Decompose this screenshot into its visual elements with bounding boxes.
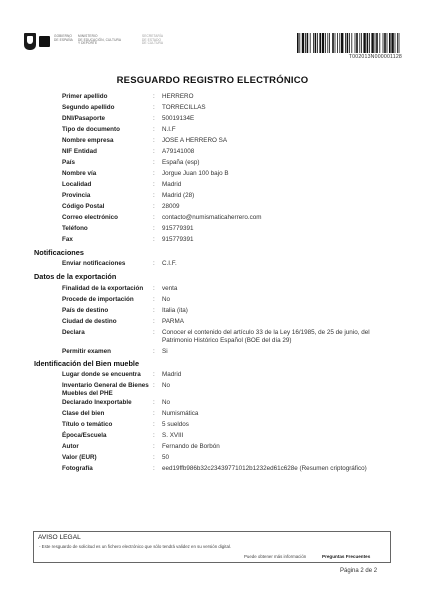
government-logo (24, 33, 169, 53)
field-value: Madrid (162, 181, 182, 188)
field-label: Título o temático (62, 421, 113, 428)
field-row: Fotografía : eed19ffb986b32c23439771012b1232ed61c628e (Resumen criptográfico) (0, 465, 425, 475)
legal-notice-box (33, 531, 391, 563)
field-value: No (162, 399, 171, 406)
field-value: C.I.F. (162, 260, 177, 267)
logo-ministry-text: MINISTERIO DE EDUCACIÓN, CULTURA Y DEPORTE (78, 34, 122, 46)
field-row: NIF Entidad : A79141008 (0, 148, 425, 158)
field-value: HERRERO (162, 93, 194, 100)
field-label: Finalidad de la exportación (62, 285, 144, 292)
field-label: Permitir examen (62, 348, 112, 355)
ministry-emblem-icon (39, 36, 50, 47)
field-value: Numismática (162, 410, 199, 417)
field-label: Ciudad de destino (62, 318, 117, 325)
field-value: 28009 (162, 203, 180, 210)
field-row: Valor (EUR) : 50 (0, 454, 425, 464)
field-row: Provincia : Madrid (28) (0, 192, 425, 202)
field-row: Correo electrónico : contacto@numismaticaherrero.com (0, 214, 425, 224)
legal-notice-title: AVISO LEGAL (38, 534, 81, 541)
field-value: PARMA (162, 318, 184, 325)
field-value: venta (162, 285, 178, 292)
field-row: Declara : Conocer el contenido del artículo 33 de la Ley 16/1985, de 25 de junio, del Patrimonio Histórico Español (BOE del día 29) (0, 329, 425, 347)
field-value: 915779391 (162, 225, 194, 232)
field-value: S. XVIII (162, 432, 184, 439)
field-row: Inventario General de Bienes Muebles del PHE : No (0, 382, 425, 399)
field-row: País de destino : Italia (ita) (0, 307, 425, 317)
field-row: Procede de importación : No (0, 296, 425, 306)
field-row: Autor : Fernando de Borbón (0, 443, 425, 453)
field-label: País (62, 159, 75, 166)
field-label: Código Postal (62, 203, 105, 210)
field-value: A79141008 (162, 148, 195, 155)
field-value: 50 (162, 454, 170, 461)
field-row: Segundo apellido : TORRECILLAS (0, 104, 425, 114)
field-value: 915779391 (162, 236, 194, 243)
field-label: Inventario General de Bienes Muebles del PHE (62, 382, 149, 397)
field-label: Valor (EUR) (62, 454, 97, 461)
field-label: DNI/Pasaporte (62, 115, 106, 122)
field-value: Si (162, 348, 168, 355)
field-label: Tipo de documento (62, 126, 120, 133)
field-label: Enviar notificaciones (62, 260, 126, 267)
field-row: Tipo de documento : N.I.F (0, 126, 425, 136)
field-label: Provincia (62, 192, 91, 199)
field-label: Nombre empresa (62, 137, 114, 144)
more-info-text: Puede obtener más información (244, 554, 307, 559)
field-row: Declarado Inexportable : No (0, 399, 425, 409)
field-label: Declara (62, 329, 85, 336)
field-row: Época/Escuela : S. XVIII (0, 432, 425, 442)
field-row: Localidad : Madrid (0, 181, 425, 191)
field-value: No (162, 382, 171, 389)
field-row: Título o temático : 5 sueldos (0, 421, 425, 431)
field-label: Segundo apellido (62, 104, 115, 111)
field-label: Procede de importación (62, 296, 134, 303)
section-heading-exportacion: Datos de la exportación (34, 272, 117, 281)
section-heading-bien-mueble: Identificación del Bien mueble (34, 359, 140, 368)
field-label: Localidad (62, 181, 92, 188)
field-label: Época/Escuela (62, 432, 107, 439)
barcode (297, 33, 401, 53)
field-value: Madrid (162, 371, 182, 378)
field-value: No (162, 296, 171, 303)
logo-secretaria-text: SECRETARÍA DE ESTADO DE CULTURA (142, 34, 164, 46)
faq-link[interactable]: Preguntas Frecuentes (322, 554, 371, 559)
field-label: Autor (62, 443, 79, 450)
field-row: Teléfono : 915779391 (0, 225, 425, 235)
field-label: Lugar donde se encuentra (62, 371, 141, 378)
field-value: 5 sueldos (162, 421, 189, 428)
field-label: Fotografía (62, 465, 93, 472)
field-value: Fernando de Borbón (162, 443, 220, 450)
field-row: Lugar donde se encuentra : Madrid (0, 371, 425, 381)
field-row: Fax : 915779391 (0, 236, 425, 246)
field-label: Fax (62, 236, 73, 243)
field-row: Permitir examen : Si (0, 348, 425, 358)
field-value: 50019134E (162, 115, 195, 122)
field-row: Finalidad de la exportación : venta (0, 285, 425, 295)
field-row: Ciudad de destino : PARMA (0, 318, 425, 328)
section-heading-notificaciones: Notificaciones (34, 248, 84, 257)
field-label: NIF Entidad (62, 148, 97, 155)
field-row: Nombre vía : Jorgue Juan 100 bajo B (0, 170, 425, 180)
field-value: Madrid (28) (162, 192, 195, 199)
field-value: contacto@numismaticaherrero.com (162, 214, 262, 221)
field-label: Declarado Inexportable (62, 399, 132, 406)
document-header (0, 0, 425, 70)
field-value: Jorgue Juan 100 bajo B (162, 170, 229, 177)
field-label: País de destino (62, 307, 109, 314)
barcode-id: T002013N000001128 (348, 54, 402, 60)
coat-of-arms-icon (24, 33, 36, 50)
field-label: Correo electrónico (62, 214, 118, 221)
logo-gobierno-text: GOBIERNO DE ESPAÑA (54, 34, 73, 42)
legal-notice-text: - Este resguardo de solicitud es un fichero electrónico que sólo tendrá validez en su versión digital. (39, 544, 232, 549)
field-row: País : España (esp) (0, 159, 425, 169)
field-value: eed19ffb986b32c23439771012b1232ed61c628e (Resumen criptográfico) (162, 465, 367, 472)
field-row: Primer apellido : HERRERO (0, 93, 425, 103)
field-row: Código Postal : 28009 (0, 203, 425, 213)
field-row: Enviar notificaciones : C.I.F. (0, 260, 425, 270)
field-label: Clase del bien (62, 410, 105, 417)
field-value: TORRECILLAS (162, 104, 206, 111)
field-row: Nombre empresa : JOSE A HERRERO SA (0, 137, 425, 147)
page-title: RESGUARDO REGISTRO ELECTRÓNICO (116, 75, 309, 86)
field-value: España (esp) (162, 159, 200, 166)
field-row: Clase del bien : Numismática (0, 410, 425, 420)
field-value: Conocer el contenido del artículo 33 de la Ley 16/1985, de 25 de junio, del Patrimonio Histórico Español (BOE del día 29) (162, 329, 370, 344)
field-value: JOSE A HERRERO SA (162, 137, 228, 144)
field-label: Teléfono (62, 225, 88, 232)
field-row: DNI/Pasaporte : 50019134E (0, 115, 425, 125)
field-value: Italia (ita) (162, 307, 188, 314)
field-label: Nombre vía (62, 170, 97, 177)
field-label: Primer apellido (62, 93, 108, 100)
field-value: N.I.F (162, 126, 176, 133)
page-number: Página 2 de 2 (340, 568, 378, 574)
